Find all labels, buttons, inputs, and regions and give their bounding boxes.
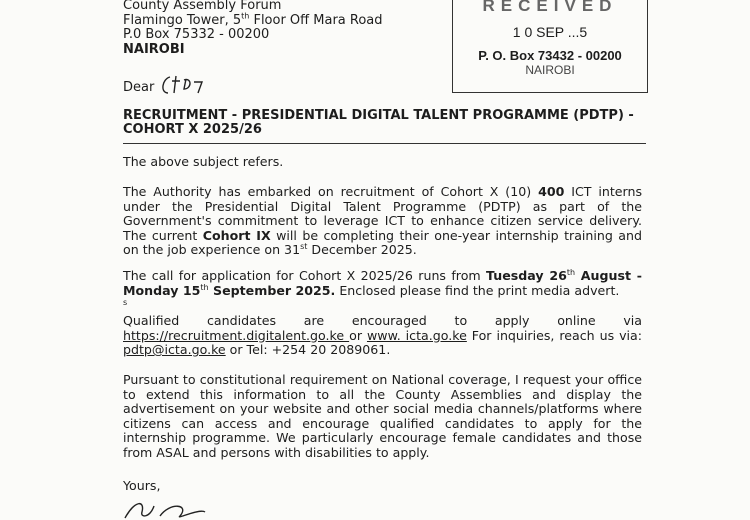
stray-mark: s [123, 298, 128, 307]
subject-heading: RECRUITMENT - PRESIDENTIAL DIGITAL TALENT PROGRAMME (PDTP) - COHORT X 2025/26 [123, 108, 634, 137]
handwritten-addressee [158, 73, 208, 97]
signature [120, 498, 210, 520]
text: ICT interns under the Presidential Digital Talent Programme (PDTP) as part of the Government's commitment to leverage ICT to enhance citizen service delivery. The current [123, 184, 643, 243]
stamp-city: NAIROBI [525, 63, 575, 77]
text: th [200, 282, 209, 292]
paragraph-apply [123, 314, 642, 358]
recruitment-link[interactable]: https://recruitment.digitalent.go.ke [123, 327, 350, 343]
text: The Authority has embarked on recruitment of Cohort X (10) [123, 184, 539, 199]
text: Cohort IX [202, 227, 271, 243]
paragraph-recruitment [123, 185, 642, 258]
text: Qualified candidates are encouraged to apply online via [123, 313, 642, 328]
text: or [349, 327, 367, 343]
closing: Yours, [123, 478, 161, 493]
text: The call for application for Cohort X 2025/26 runs from [123, 268, 487, 283]
email-link[interactable]: pdtp@icta.go.ke [123, 342, 226, 358]
text: August - Monday 15 [123, 268, 642, 298]
icta-website-link[interactable]: www. icta.go.ke [366, 327, 467, 343]
text: Tuesday 26 [486, 268, 567, 283]
text: For inquiries, reach us via: [466, 327, 643, 343]
text: December 2025. [307, 242, 417, 258]
text: st [300, 242, 308, 252]
stamp-date: 1 0 SEP ...5 [512, 24, 588, 40]
text: Flamingo Tower, 5 [123, 12, 242, 28]
address-line: County Assembly Forum [123, 0, 282, 13]
address-line: P.0 Box 75332 - 00200 [123, 27, 270, 42]
subject-rule [123, 143, 646, 144]
salutation [123, 73, 642, 97]
salutation-text: Dear [123, 80, 155, 95]
text: th [241, 11, 250, 21]
text: Enclosed please find the print media advert. [335, 282, 620, 298]
text: September 2025. [208, 282, 336, 298]
paragraph-intro: The above subject refers. [123, 154, 284, 169]
text: Floor Off Mara Road [249, 12, 383, 28]
stamp-box: P. O. Box 73432 - 00200 [478, 48, 622, 63]
paragraph-call-dates [123, 269, 642, 298]
text: will be completing their one-year internship training and on the job experience on 31 [123, 227, 642, 258]
paragraph-request: Pursuant to constitutional requirement on National coverage, I request your office to extend this information to all the County Assemblies and display the advertisement on your website and other social media channels/platforms where citizens can access and encourage qualified candidates to apply for the internship programme. We particularly encourage female candidates and those from ASAL and persons with disabilities to apply. [123, 372, 642, 460]
text: or Tel: +254 20 2089061. [225, 342, 391, 358]
text: th [566, 267, 576, 277]
stamp-title: RECEIVED [482, 0, 618, 15]
address-line: NAIROBI [123, 41, 185, 57]
text: 400 [538, 184, 565, 199]
